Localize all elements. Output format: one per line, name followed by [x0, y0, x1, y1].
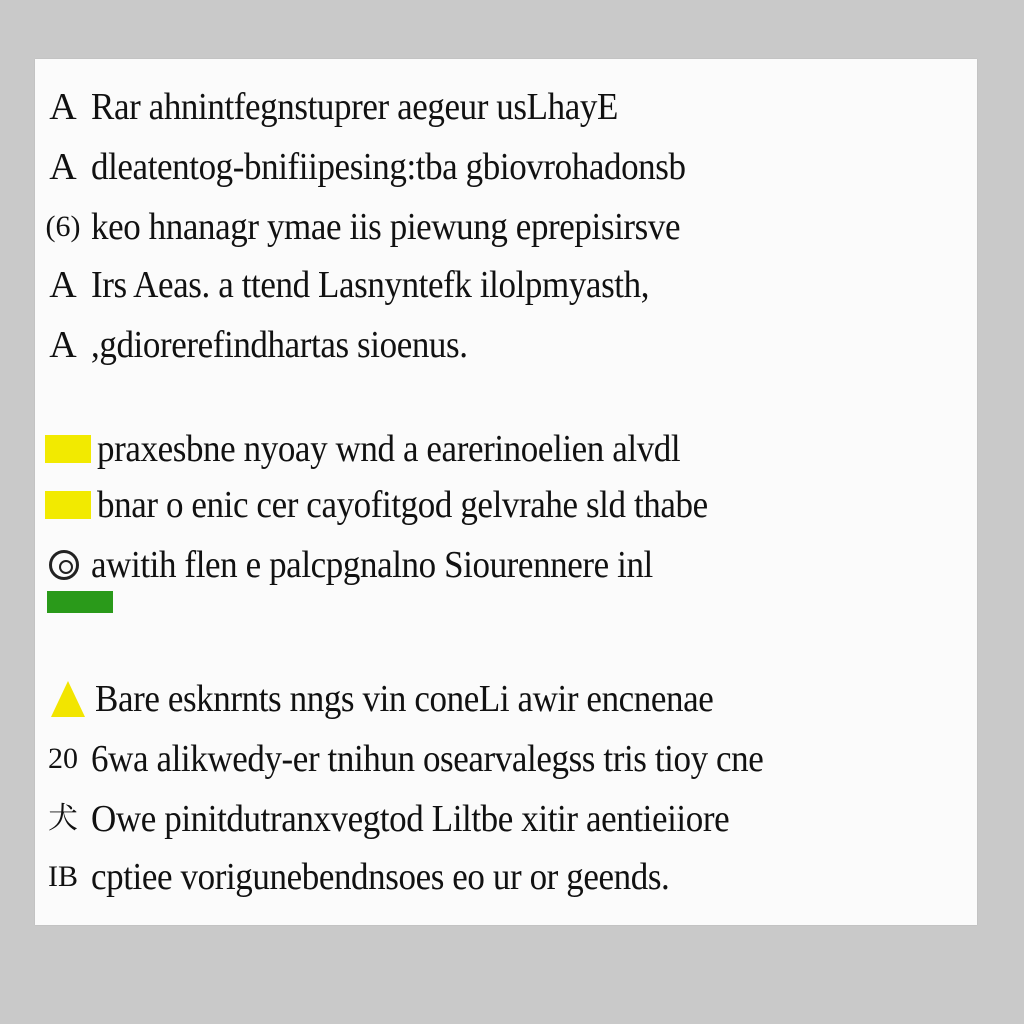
line-text: Owe pinitdutranxvegtod Liltbe xitir aentieiiore	[91, 797, 730, 840]
line-text: 6wa alikwedy-er tnihun osearvalegss tris tioy cne	[91, 737, 764, 780]
list-marker: A	[49, 86, 77, 128]
highlight-item	[35, 537, 977, 593]
line-text: Rar ahnintfegnstuprer aegeur usLhayE	[91, 85, 618, 128]
list-marker: A	[49, 324, 77, 366]
list-item	[35, 791, 977, 847]
document-page	[35, 59, 977, 925]
list-item	[35, 257, 977, 313]
list-marker: (6)	[45, 210, 81, 243]
list-item	[35, 731, 977, 787]
list-item	[35, 317, 977, 373]
line-text: dleatentog-bnifiipesing:tba gbiovrohadonsb	[91, 145, 686, 188]
line-text: Irs Aeas. a ttend Lasnyntefk ilolpmyasth,	[91, 263, 650, 306]
line-text: keo hnanagr ymae iis piewung eprepisirsve	[91, 205, 681, 248]
list-marker: 20	[48, 742, 78, 775]
line-text: cptiee vorigunebendnsoes eo ur or geends.	[91, 855, 670, 898]
list-marker: A	[49, 146, 77, 188]
green-bar	[47, 591, 113, 613]
line-text: Bare esknrnts nngs vin coneLi awir encnenae	[95, 677, 714, 720]
highlight-item	[35, 421, 977, 477]
warning-triangle-icon	[51, 681, 85, 717]
yellow-swatch-icon	[45, 435, 91, 463]
line-text: bnar o enic cer cayofitgod gelvrahe sld thabe	[97, 483, 708, 526]
list-item	[35, 671, 977, 727]
list-marker: IB	[48, 860, 78, 893]
line-text: ,gdiorerefindhartas sioenus.	[91, 323, 468, 366]
yellow-swatch-icon	[45, 491, 91, 519]
list-item	[35, 139, 977, 195]
line-text: praxesbne nyoay wnd a earerinoelien alvdl	[97, 427, 681, 470]
line-text: awitih flen e palcpgnalno Siourennere inl	[91, 543, 653, 586]
highlight-item	[35, 477, 977, 533]
list-item	[35, 849, 977, 905]
list-item	[35, 79, 977, 135]
list-marker: 犬	[48, 802, 78, 835]
at-icon	[49, 550, 79, 580]
list-item	[35, 199, 977, 255]
list-marker: A	[49, 264, 77, 306]
